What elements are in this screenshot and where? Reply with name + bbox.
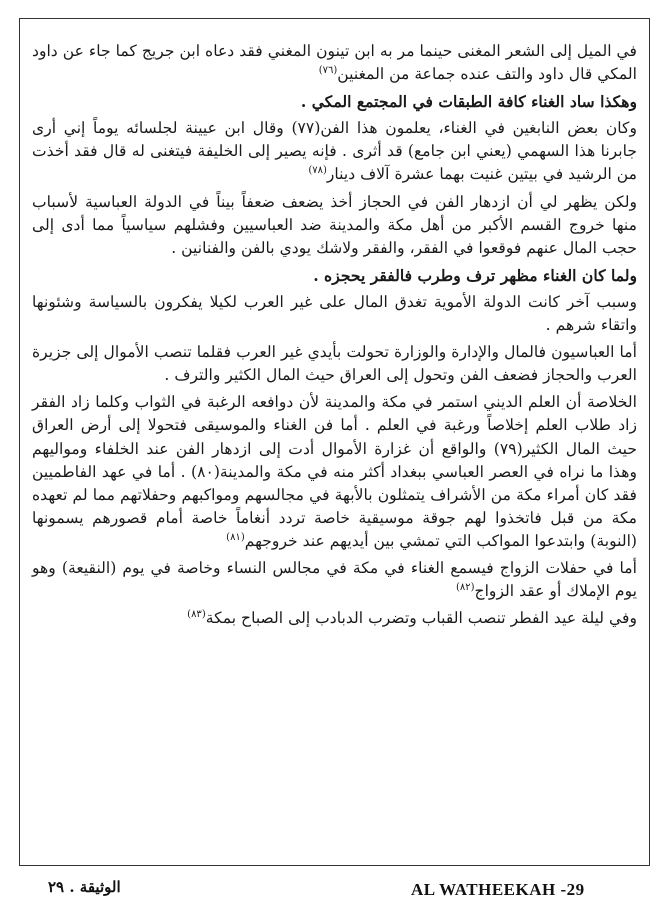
paragraph: في الميل إلى الشعر المغنى حينما مر به ابن تينون المغني فقد دعاه ابن جريج كما جاء عن داود المكي قال داود والتف عنده جماعة من المغنين$^{(٧٦)}$ [32,42,637,84]
paragraph: وفي ليلة عيد الفطر تنصب القباب وتضرب الدبادب إلى الصباح بمكة$^{(٨٣)}$ [187,608,637,628]
section-heading: وهكذا ساد الغناء كافة الطبقات في المجتمع المكي . [300,92,637,112]
paragraph: أما العباسيون فالمال والإدارة والوزارة تحولت بأيدي غير العرب فقلما تنصب الأموال إلى جزيرة العرب والحجاز فضعف الفن وتحول إلى العراق حيث المال الكثير والترف . [32,343,637,385]
footnote-ref: (٨٢) [455,581,475,593]
paragraph: أما في حفلات الزواج فيسمع الغناء في مكة في مجالس النساء وخاصة في يوم (النقيعة) وهو يوم الإملاك أو عقد الزواج$^{(٨٢)}$ [32,558,637,601]
footnote-ref: (٨١) [226,531,245,543]
footnote-ref: (٧٨) [308,165,327,177]
article-body [32,40,637,634]
footer-journal-name-arabic: الوثيقة . ٢٩ [48,878,121,896]
paragraph: وسبب آخر كانت الدولة الأموية تغدق المال على غير العرب لكيلا يفكرون بالسياسة وشئونها واتقاء شرهم . [32,292,637,335]
paragraph: ولكن يظهر لي أن ازدهار الفن في الحجاز أخذ يضعف ضعفاً بيناً في الدولة العباسية لأسباب منها خروج القسم الأكبر من أهل مكة والمدينة ضد العباسيين وفشلهم سياسياً مما أدى إلى حجب المال عنهم فوقعوا في الفقر، والفقر ولاشك يودي بالفن والفنانين . [32,192,637,257]
footer-journal-name: AL WATHEEKAH -29 [411,880,585,899]
footnote-ref: (٨٣) [187,608,206,620]
footnote-ref: (٧٦) [318,64,338,76]
section-heading: ولما كان الغناء مظهر ترف وطرب فالفقر يحجزه . [313,265,637,285]
paragraph: الخلاصة أن العلم الديني استمر في مكة والمدينة لأن دوافعه الرغبة في الثواب وكلما زاد الفقر زاد طلاب العلم إخلاصاً ورغبة في العلم . أما فن الغناء والموسيقى فتحولا إلى أرض العراق حيث المال الكثير(٧٩) والواقع أن غزارة الأموال أدت إلى ازدهار الفن عند الخلفاء ومواليهم وهذا ما نراه في العصر العباسي ببغداد أكثر منه في مكة والمدينة(٨٠) . أما في عهد الفاطميين فقد كان أمراء مكة من الأشراف يتمثلون بالأبهة في مجالسهم ومواكبهم وحفلاتهم مما لم تعهده مكة من قبل فاتخذوا لهم جوقة موسيقية خاصة تردد أنغاماً خاصة أمام قصورهم يسمونها (النوبة) وابتدعوا المواكب التي تمشي بين أيديهم عند خروجهم$^{(٨١)}$ [32,393,637,550]
paragraph: وكان بعض النابغين في الغناء، يعلمون هذا الفن(٧٧) وقال ابن عيينة لجلسائه يوماً إني أرى جابرنا هذا السهمي (يعني ابن جامع) قد أثرى . فإنه يصير إلى الخليفة فيتغنى له قال فقد أخذت من الرشيد في بيتين غنيت بهما عشرة آلاف دينار$^{(٧٨)}$ [32,119,637,184]
